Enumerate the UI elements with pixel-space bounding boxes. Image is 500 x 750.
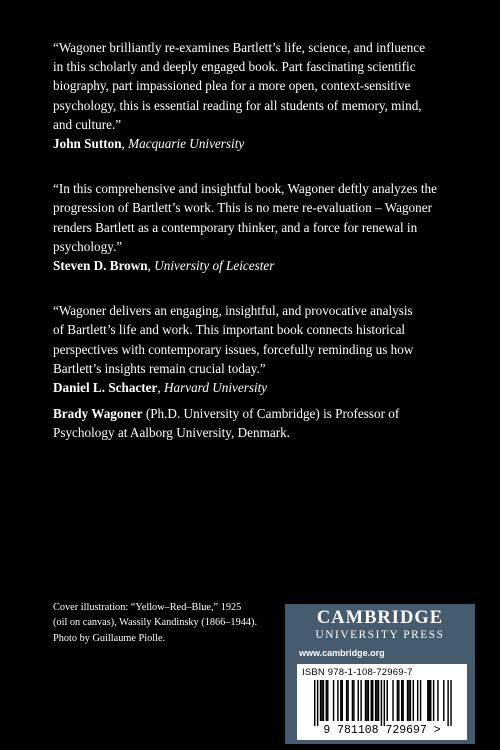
- barcode-bar: [407, 680, 408, 721]
- quote-line: biography, part impassioned plea for a more open, context-sensitive: [53, 78, 411, 94]
- barcode-bar: [420, 680, 421, 721]
- barcode-bar: [387, 680, 388, 721]
- barcode-bar: [368, 680, 369, 721]
- cover-credit: [53, 600, 283, 646]
- barcode-bar: [427, 680, 428, 721]
- endorsement-schacter: [53, 301, 473, 397]
- barcode-bar: [327, 680, 328, 721]
- barcode-bar: [430, 680, 431, 721]
- barcode-bar: [384, 680, 385, 726]
- barcode-bar: [376, 680, 377, 721]
- quote-line: renders Bartlett as a contemporary thinker, and a force for renewal in: [53, 219, 418, 235]
- quote-line: Bartlett’s insights remain crucial today.”: [53, 360, 266, 376]
- barcode-bar: [433, 680, 434, 721]
- isbn-label: ISBN 978-1-108-72969-7: [302, 667, 413, 678]
- endorsements: [53, 38, 473, 423]
- barcode-bar: [323, 680, 324, 721]
- quote-line: “In this comprehensive and insightful book, Wagoner deftly analyzes the: [53, 181, 437, 197]
- endorsement-quote: [53, 301, 473, 378]
- endorser-institution: University of Leicester: [154, 258, 275, 274]
- endorsement-attribution: [53, 378, 473, 397]
- barcode-bar: [417, 680, 418, 721]
- barcode-bar: [326, 680, 327, 721]
- barcode-bar: [443, 680, 444, 721]
- endorsement-quote: [53, 179, 473, 256]
- barcode-bar: [321, 680, 322, 721]
- endorsement-attribution: [53, 134, 473, 153]
- barcode-bar: [365, 680, 366, 721]
- barcode-digits: 9 781108 729697 >: [323, 724, 441, 737]
- barcode-bar: [371, 680, 372, 721]
- endorser-name: Daniel L. Schacter: [53, 380, 158, 396]
- quote-line: in this scholarly and deeply engaged book. Part fascinating scientific: [53, 59, 416, 75]
- publisher-url: www.cambridge.org: [299, 648, 385, 658]
- barcode-bar: [378, 680, 379, 721]
- cover-credit-line: Photo by Guillaume Piolle.: [53, 632, 166, 644]
- author-name: Brady Wagoner: [53, 406, 143, 421]
- barcode-bar: [317, 680, 318, 726]
- barcode-icon: [302, 680, 462, 726]
- quote-line: psychology.”: [53, 238, 123, 254]
- barcode-bar: [352, 680, 353, 721]
- author-bio: [53, 404, 473, 442]
- barcode-bar: [375, 680, 376, 721]
- endorsement-brown: [53, 179, 473, 275]
- author-bio-text: (Ph.D. University of Cambridge) is Professor of: [142, 406, 400, 421]
- endorsement-quote: [53, 38, 473, 134]
- endorser-name: John Sutton: [53, 136, 122, 152]
- barcode-bar: [340, 680, 341, 721]
- barcode-bar: [353, 680, 354, 721]
- publisher-panel: [285, 604, 475, 744]
- cover-credit-line: Cover illustration: “Yellow–Red–Blue,” 1925: [53, 602, 242, 613]
- endorsement-attribution: [53, 256, 473, 275]
- quote-line: psychology, this is essential reading for all students of memory, mind,: [53, 97, 422, 113]
- barcode-box: [297, 664, 467, 740]
- endorser-institution: Macquarie University: [128, 136, 245, 152]
- barcode-bar: [337, 680, 338, 721]
- barcode-bar: [408, 680, 409, 721]
- barcode-bar: [392, 680, 393, 721]
- quote-line: “Wagoner brilliantly re-examines Bartlett’s life, science, and influence: [53, 40, 426, 55]
- publisher-logo-name: CAMBRIDGE: [316, 608, 444, 628]
- barcode-bar: [358, 680, 359, 721]
- barcode-bar: [366, 680, 367, 721]
- barcode-bar: [447, 680, 448, 726]
- quote-line: perspectives with contemporary issues, forcefully reminding us how: [53, 341, 414, 357]
- attribution-separator: ,: [121, 136, 129, 152]
- publisher-logo-subtitle: UNIVERSITY PRESS: [315, 629, 445, 641]
- quote-line: of Bartlett’s life and work. This important book connects historical: [53, 322, 406, 338]
- endorser-institution: Harvard University: [163, 380, 268, 396]
- endorser-name: Steven D. Brown: [53, 258, 148, 274]
- quote-line: progression of Bartlett’s work. This is no mere re-evaluation – Wagoner: [53, 200, 432, 216]
- attribution-separator: ,: [147, 258, 155, 274]
- barcode-bar: [372, 680, 373, 721]
- barcode-bar: [314, 680, 315, 726]
- barcode-bar: [429, 680, 430, 721]
- barcode-bar: [413, 680, 414, 721]
- barcode-bar: [437, 680, 438, 721]
- barcode-bar: [401, 680, 402, 721]
- quote-line: “Wagoner delivers an engaging, insightful, and provocative analysis: [53, 303, 413, 319]
- barcode-bar: [346, 680, 347, 721]
- barcode-bar: [333, 680, 334, 721]
- author-bio-text: Psychology at Aalborg University, Denmark.: [53, 425, 290, 441]
- barcode-bar: [450, 680, 451, 726]
- barcode-bar: [320, 680, 321, 721]
- quote-line: and culture.”: [53, 116, 122, 132]
- barcode-bar: [342, 680, 343, 721]
- cover-credit-line: (oil on canvas), Wassily Kandinsky (1866–1944).: [53, 617, 258, 629]
- barcode-bar: [360, 680, 361, 721]
- barcode-bar: [410, 680, 411, 721]
- barcode-bar: [398, 680, 399, 721]
- barcode-bar: [347, 680, 348, 721]
- endorsement-sutton: [53, 38, 473, 153]
- barcode-bar: [402, 680, 403, 721]
- attribution-separator: ,: [157, 380, 164, 396]
- barcode-bar: [397, 680, 398, 721]
- barcode-bar: [381, 680, 382, 726]
